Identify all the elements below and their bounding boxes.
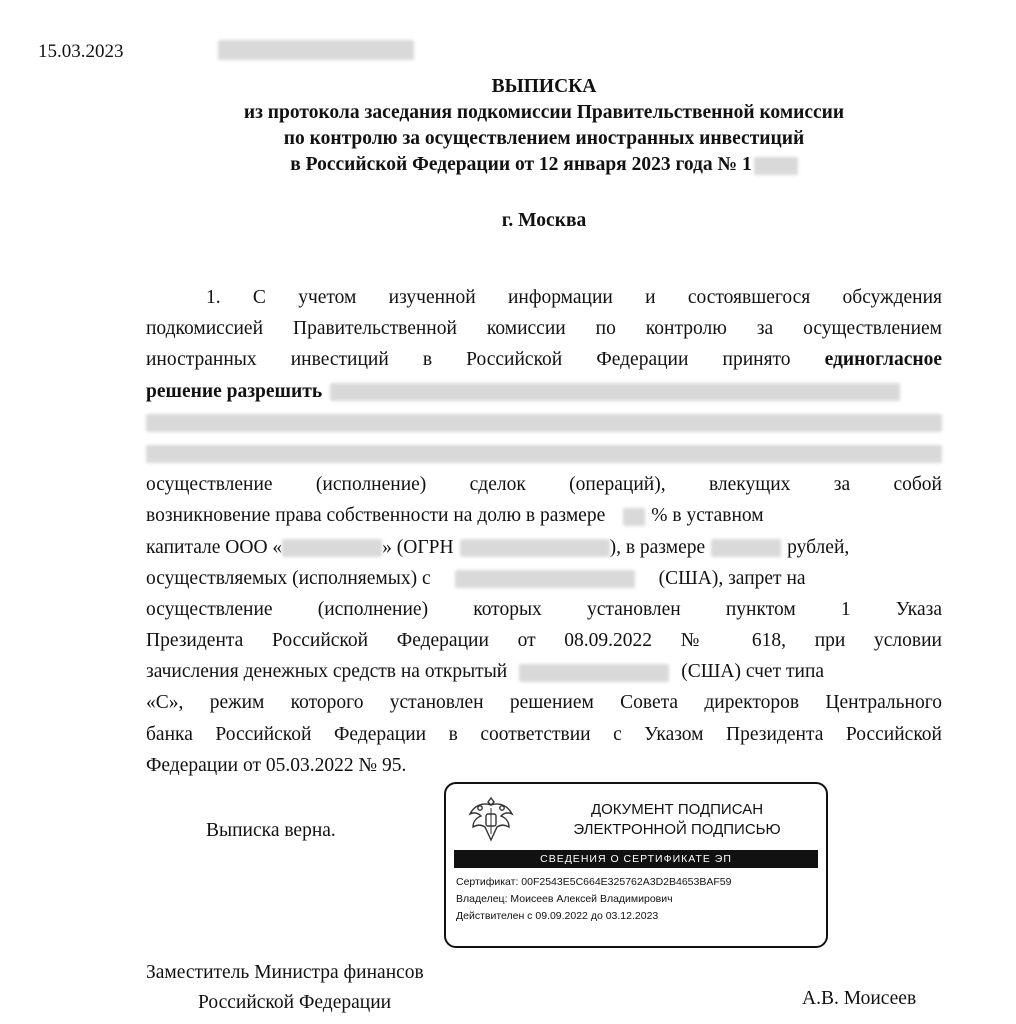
document-title: [140, 74, 948, 178]
para-line: 1. С учетом изученной информации и состоявшегося обсуждения: [206, 287, 942, 308]
para-line: банка Российской Федерации в соответствии с Указом Президента Российской: [146, 723, 942, 745]
certificate-number: Сертификат: 00F2543E5C664E325762A3D2B4653BAF59: [456, 876, 732, 888]
electronic-signature-stamp: [444, 782, 828, 948]
signature-title-line: ЭЛЕКТРОННОЙ ПОДПИСЬЮ: [573, 821, 781, 838]
verified-note: Выписка верна.: [206, 820, 336, 841]
signature-title: [532, 800, 822, 840]
certificate-details: [456, 874, 731, 925]
signature-title-line: ДОКУМЕНТ ПОДПИСАН: [590, 801, 764, 818]
para-line: осуществление (исполнение) которых установлен пунктом 1 Указа: [146, 598, 942, 620]
signer-position-line: Заместитель Министра финансов: [146, 962, 424, 983]
title-line-4: в Российской Федерации от 12 января 2023 года № 1: [140, 152, 948, 178]
para-line: Федерации от 05.03.2022 № 95.: [146, 754, 407, 776]
para-line: иностранных инвестиций в Российской Федерации принято единогласное: [146, 349, 942, 371]
document-date: 15.03.2023: [38, 41, 124, 62]
para-line: решение разрешить: [146, 376, 942, 407]
decision-paragraph: [146, 282, 942, 781]
redacted-line: [146, 438, 942, 469]
signer-name: А.В. Моисеев: [802, 988, 917, 1009]
para-line: «С», режим которого установлен решением Совета директоров Центрального: [146, 692, 942, 714]
certificate-validity: Действителен с 09.09.2022 до 03.12.2023: [456, 910, 659, 922]
title-line-2: из протокола заседания подкомиссии Правительственной комиссии: [243, 102, 845, 123]
city-label: г. Москва: [501, 210, 587, 231]
para-line: возникновение права собственности на долю в размере % в уставном: [146, 505, 764, 527]
russian-coat-of-arms-icon: [464, 794, 518, 846]
certificate-owner: Владелец: Моисеев Алексей Владимирович: [456, 893, 673, 905]
redacted-addressee: [218, 40, 414, 60]
para-line: подкомиссией Правительственной комиссии по контролю за осуществлением: [146, 318, 942, 340]
signer-position: [146, 958, 424, 1018]
para-line: Президента Российской Федерации от 08.09.2022 № 618, при условии: [146, 630, 942, 652]
title-heading: ВЫПИСКА: [491, 76, 597, 97]
redacted-line: [146, 407, 942, 438]
para-line: зачисления денежных средств на открытый (США) счет типа: [146, 661, 825, 683]
certificate-header: СВЕДЕНИЯ О СЕРТИФИКАТЕ ЭП: [454, 850, 818, 868]
para-line: осуществление (исполнение) сделок (операций), влекущих за собой: [146, 474, 942, 496]
para-line: капитале ООО « » (ОГРН ), в размере рублей,: [146, 536, 850, 558]
signer-position-line: Российской Федерации: [198, 992, 392, 1013]
title-line-3: по контролю за осуществлением иностранных инвестиций: [283, 128, 805, 149]
para-line: осуществляемых (исполняемых) с (США), запрет на: [146, 567, 806, 589]
